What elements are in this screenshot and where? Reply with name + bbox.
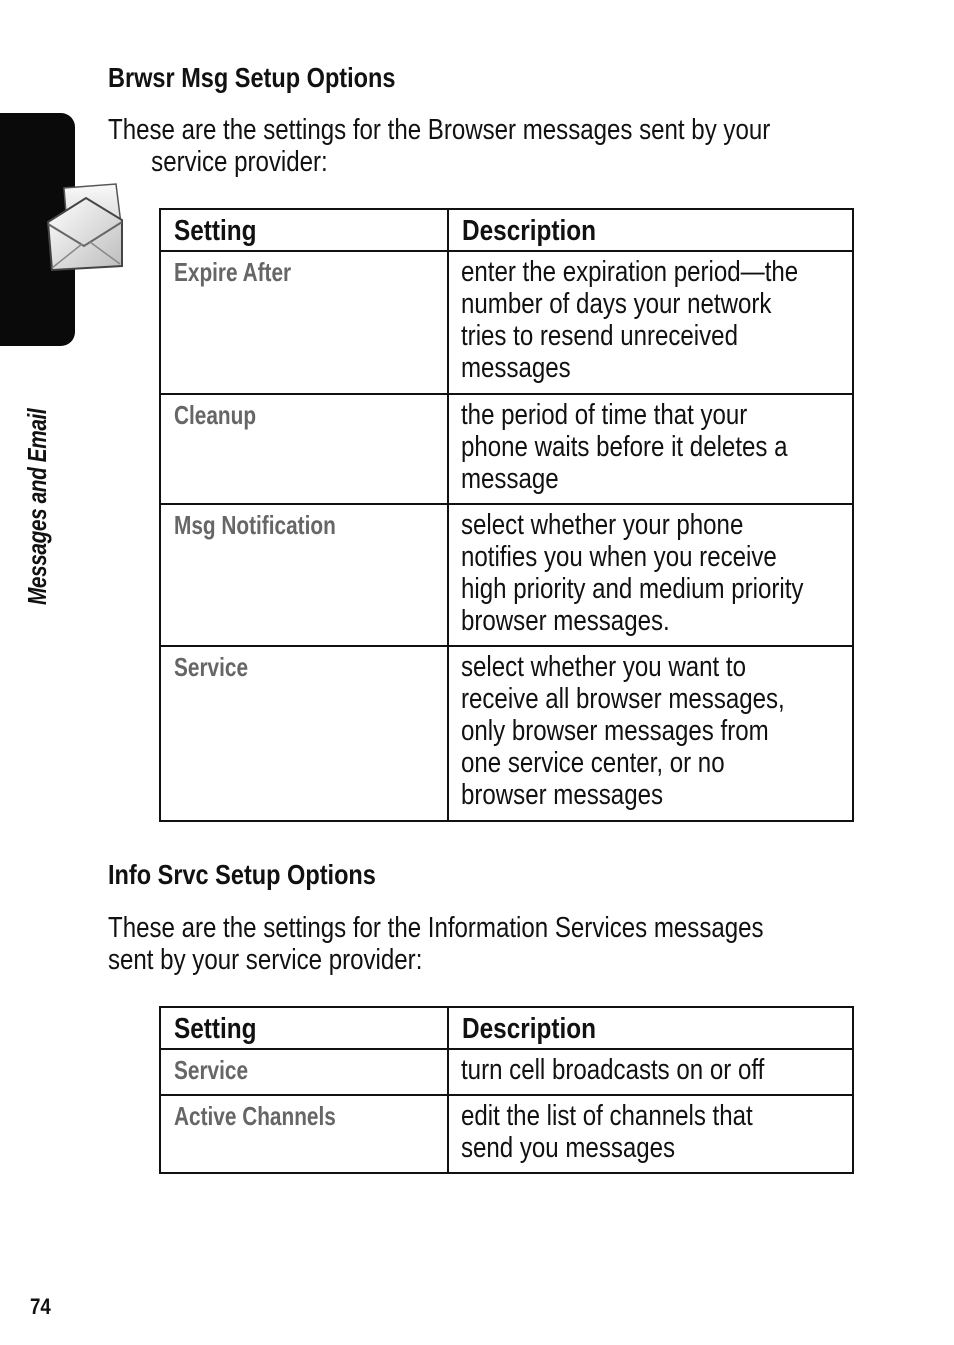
description-line: number of days your network (461, 288, 772, 320)
setting-description (449, 505, 852, 643)
header-setting: Setting (174, 215, 257, 247)
table-row (160, 1095, 853, 1173)
description-line: receive all browser messages, (461, 683, 785, 715)
table-row (160, 504, 853, 646)
table-row (160, 646, 853, 821)
setting-name: Msg Notification (174, 510, 336, 540)
table-header-row (160, 209, 853, 251)
table-row (160, 1049, 853, 1095)
description-line: messages (461, 352, 571, 384)
header-description: Description (462, 215, 597, 247)
intro-browser (108, 114, 954, 178)
description-line: one service center, or no (461, 747, 725, 779)
description-line: notifies you when you receive (461, 541, 777, 573)
description-line: tries to resend unreceived (461, 320, 738, 352)
description-line: turn cell broadcasts on or off (461, 1054, 765, 1086)
description-line: select whether you want to (461, 651, 746, 683)
section-title-info: Info Srvc Setup Options (108, 859, 376, 890)
setting-description (449, 1096, 852, 1170)
description-line: browser messages. (461, 605, 670, 637)
setting-name: Cleanup (174, 400, 257, 430)
intro-line: These are the settings for the Browser messages sent by your (108, 114, 771, 146)
setting-name: Active Channels (174, 1101, 336, 1131)
intro-line: These are the settings for the Information Services messages (108, 912, 764, 944)
intro-line: sent by your service provider: (108, 944, 423, 976)
description-line: select whether your phone (461, 509, 744, 541)
description-line: phone waits before it deletes a (461, 431, 788, 463)
section-title-browser: Brwsr Msg Setup Options (108, 62, 396, 93)
description-line: send you messages (461, 1132, 676, 1164)
description-line: enter the expiration period—the (461, 256, 799, 288)
table-row (160, 394, 853, 504)
table-row (160, 251, 853, 394)
chapter-label: Messages and Email (22, 408, 52, 605)
description-line: browser messages (461, 779, 664, 811)
setting-description (449, 1050, 852, 1092)
envelope-icon (42, 180, 126, 276)
description-line: edit the list of channels that (461, 1100, 753, 1132)
description-line: high priority and medium priority (461, 573, 804, 605)
header-description: Description (462, 1013, 597, 1045)
intro-line: service provider: (151, 146, 328, 178)
setting-name: Service (174, 1055, 249, 1085)
header-setting: Setting (174, 1013, 257, 1045)
description-line: only browser messages from (461, 715, 769, 747)
intro-info (108, 912, 954, 976)
browser-settings-table (159, 208, 854, 822)
description-line: message (461, 463, 559, 495)
setting-description (449, 395, 852, 501)
page-number: 74 (30, 1294, 51, 1319)
table-header-row (160, 1007, 853, 1049)
info-settings-table (159, 1006, 854, 1174)
description-line: the period of time that your (461, 399, 748, 431)
setting-name: Expire After (174, 257, 292, 287)
setting-name: Service (174, 652, 249, 682)
setting-description (449, 252, 852, 390)
setting-description (449, 647, 852, 817)
